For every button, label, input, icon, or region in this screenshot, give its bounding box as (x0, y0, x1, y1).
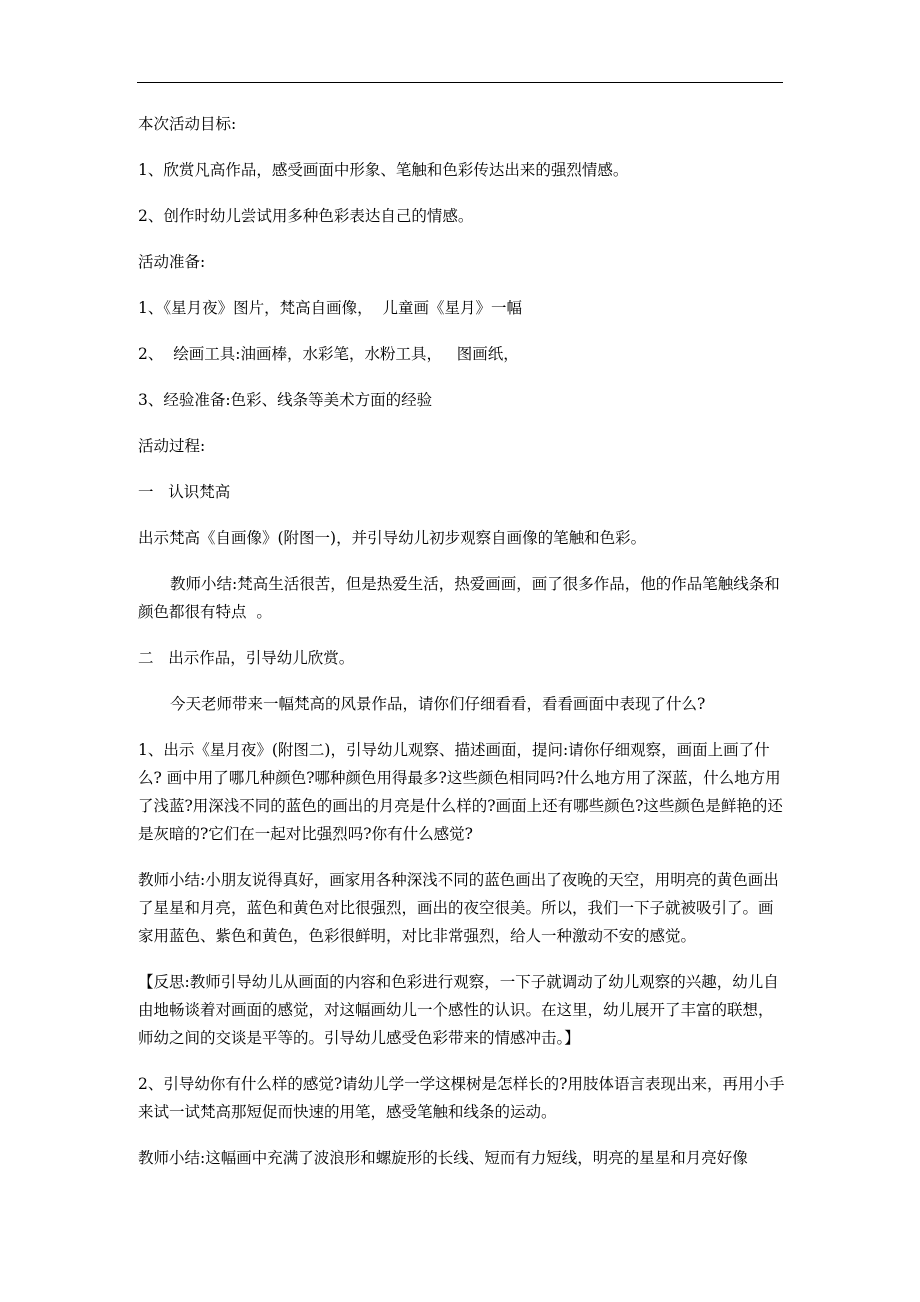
reflection-paragraph: 【反思:教师引导幼儿从画面的内容和色彩进行观察，一下子就调动了幼儿观察的兴趣，幼儿自由地畅谈着对画面的感觉，对这幅画幼儿一个感性的认识。在这里，幼儿展开了丰富的联想，师幼之间的交谈是平等的。引导幼儿感受色彩带来的情感冲击。】 (138, 973, 779, 1047)
document-body (138, 110, 786, 1190)
process-step-1-heading: 一 认识梵高 (138, 483, 231, 501)
teacher-summary-paragraph: 教师小结:梵高生活很苦，但是热爱生活，热爱画画，画了很多作品，他的作品笔触线条和颜色都很有特点 。 (138, 575, 780, 621)
preparation-item-1: 1、《星月夜》图片，梵高自画像， 儿童画《星月》一幅 (138, 299, 522, 317)
goal-item-2: 2、创作时幼儿尝试用多种色彩表达自己的情感。 (138, 207, 474, 225)
section-heading-goals: 本次活动目标: (138, 115, 237, 133)
process-paragraph: 1、出示《星月夜》(附图二)，引导幼儿观察、描述画面，提问:请你仔细观察，画面上画了什么? 画中用了哪几种颜色?哪种颜色用得最多?这些颜色相同吗?什么地方用了深蓝，什么地方用了浅蓝?用深浅不同的蓝色的画出的月亮是什么样的?画面上还有哪些颜色?这些颜色是鲜艳的还是灰暗的?它们在一起对比强烈吗?你有什么感觉? (138, 741, 783, 843)
goal-item-1: 1、欣赏凡高作品，感受画面中形象、笔触和色彩传达出来的强烈情感。 (138, 161, 629, 179)
teacher-summary-paragraph: 教师小结:这幅画中充满了波浪形和螺旋形的长线、短而有力短线，明亮的星星和月亮好像 (138, 1149, 748, 1167)
process-paragraph: 今天老师带来一幅梵高的风景作品，请你们仔细看看，看看画面中表现了什么? (170, 695, 706, 713)
process-paragraph: 2、引导幼你有什么样的感觉?请幼儿学一学这棵树是怎样长的?用肢体语言表现出来，再用小手来试一试梵高那短促而快速的用笔，感受笔触和线条的运动。 (138, 1075, 785, 1121)
teacher-summary-paragraph: 教师小结:小朋友说得真好，画家用各种深浅不同的蓝色画出了夜晚的天空，用明亮的黄色画出了星星和月亮，蓝色和黄色对比很强烈，画出的夜空很美。所以，我们一下子就被吸引了。画家用蓝色、紫色和黄色，色彩很鲜明，对比非常强烈，给人一种激动不安的感觉。 (138, 871, 779, 945)
preparation-item-2: 2、 绘画工具:油画棒，水彩笔，水粉工具， 图画纸， (138, 345, 519, 363)
process-step-2-heading: 二 出示作品，引导幼儿欣赏。 (138, 649, 355, 667)
process-paragraph: 出示梵高《自画像》(附图一)，并引导幼儿初步观察自画像的笔触和色彩。 (138, 529, 647, 547)
section-heading-process: 活动过程: (138, 437, 206, 455)
section-heading-preparation: 活动准备: (138, 253, 206, 271)
preparation-item-3: 3、经验准备:色彩、线条等美术方面的经验 (138, 391, 433, 409)
header-rule (137, 82, 783, 83)
